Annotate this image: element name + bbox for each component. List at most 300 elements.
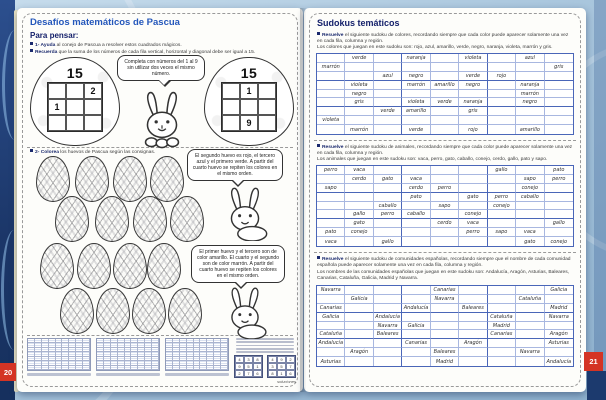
- grid-cell: azul: [516, 54, 544, 63]
- grid-cell: [345, 63, 373, 72]
- easter-egg: [95, 196, 129, 242]
- grid-cell: [402, 228, 430, 237]
- easter-egg: [60, 288, 94, 334]
- solution-grid: [27, 338, 91, 371]
- puzzle-list-animales: Los animales que juegan en este sudoku son: vaca, perro, gato, caballo, conejo, cerdo, gallo, pato y sapo.: [317, 157, 548, 162]
- grid-cell: [431, 210, 459, 219]
- grid-cell: [459, 357, 487, 366]
- magic-square-egg-right: [204, 57, 294, 146]
- grid-cell: [66, 99, 84, 115]
- grid-cell: [431, 322, 459, 331]
- grid-cell: [516, 357, 544, 366]
- grid-cell: [516, 219, 544, 228]
- right-page: [304, 8, 586, 392]
- solution-grid-cell: [187, 366, 194, 370]
- grid-cell: [258, 115, 276, 131]
- grid-cell: [345, 72, 373, 81]
- sudoku-animales: [316, 165, 574, 247]
- grid-cell: 1: [48, 99, 66, 115]
- left-page: [17, 8, 303, 392]
- grid-cell: [402, 237, 430, 246]
- grid-cell: cerdo: [345, 175, 373, 184]
- grid-cell: [374, 90, 402, 99]
- solutions-strip: [27, 338, 296, 385]
- easter-bunny-illustration: [131, 89, 193, 149]
- grid-cell: cerdo: [402, 184, 430, 193]
- grid-cell: Galicia: [317, 313, 345, 322]
- grid-cell: caballo: [516, 193, 544, 202]
- grid-cell: [48, 83, 66, 99]
- grid-cell: [431, 116, 459, 125]
- grid-cell: perro: [545, 175, 573, 184]
- grid-cell: 7: [286, 363, 295, 370]
- grid-cell: negro: [402, 72, 430, 81]
- grid-cell: Cataluña: [317, 330, 345, 339]
- grid-cell: amarillo: [431, 81, 459, 90]
- grid-cell: violeta: [317, 116, 345, 125]
- grid-cell: [516, 322, 544, 331]
- grid-cell: [345, 193, 373, 202]
- grid-cell: marrón: [402, 81, 430, 90]
- grid-cell: violeta: [345, 81, 373, 90]
- grid-cell: sapo: [317, 184, 345, 193]
- grid-cell: Navarra: [317, 286, 345, 295]
- grid-cell: naranja: [459, 98, 487, 107]
- grid-cell: [431, 72, 459, 81]
- grid-cell: [516, 202, 544, 211]
- grid-cell: [545, 125, 573, 134]
- grid-cell: 8: [268, 370, 277, 377]
- solution-grid-cell: [173, 366, 180, 370]
- solution-grid-cell: [152, 366, 159, 370]
- grid-cell: [317, 90, 345, 99]
- background-shade: [594, 0, 606, 400]
- grid-cell: [459, 313, 487, 322]
- solution-text-line: [236, 351, 294, 353]
- grid-cell: naranja: [402, 54, 430, 63]
- grid-cell: negro: [345, 90, 373, 99]
- grid-cell: [84, 99, 102, 115]
- magic-square-egg-left: [30, 57, 120, 146]
- grid-cell: [345, 357, 373, 366]
- grid-cell: 3: [268, 363, 277, 370]
- grid-cell: [459, 202, 487, 211]
- grid-cell: [459, 237, 487, 246]
- grid-cell: Navarra: [431, 295, 459, 304]
- grid-cell: [402, 330, 430, 339]
- grid-cell: [345, 313, 373, 322]
- bullet-icon: [30, 149, 33, 152]
- grid-cell: 2: [235, 370, 244, 377]
- grid-cell: [317, 107, 345, 116]
- grid-cell: [402, 357, 430, 366]
- grid-cell: Andalucía: [546, 358, 572, 365]
- grid-cell: gris: [459, 107, 487, 116]
- grid-cell: [345, 286, 373, 295]
- bullet-icon: [30, 49, 33, 52]
- grid-cell: [459, 63, 487, 72]
- grid-cell: 1: [253, 363, 262, 370]
- grid-cell: 9: [235, 363, 244, 370]
- solution-grid-cell: [194, 366, 201, 370]
- grid-cell: [488, 357, 516, 366]
- grid-cell: [488, 54, 516, 63]
- grid-cell: Canarias: [402, 339, 430, 348]
- page-title: Sudokus temáticos: [317, 18, 400, 28]
- grid-cell: [84, 115, 102, 131]
- grid-cell: 6: [286, 370, 295, 377]
- grid-cell: [66, 83, 84, 99]
- bullet-icon: [317, 32, 320, 35]
- grid-cell: [488, 339, 516, 348]
- grid-cell: [545, 116, 573, 125]
- grid-cell: [374, 348, 402, 357]
- grid-cell: pato: [545, 166, 573, 175]
- grid-cell: perro: [374, 210, 402, 219]
- easter-egg: [55, 196, 89, 242]
- grid-cell: [402, 63, 430, 72]
- grid-cell: [488, 304, 516, 313]
- grid-cell: Andalucía: [374, 313, 402, 322]
- grid-cell: [459, 286, 487, 295]
- grid-cell: [374, 184, 402, 193]
- grid-cell: [374, 304, 402, 313]
- grid-cell: 4: [268, 356, 277, 363]
- instruction-bullet-1: 1- Ayuda al conejo de Pascua a resolver estos cuadrados mágicos.: [30, 42, 292, 49]
- solution-grid-cell: [49, 366, 56, 370]
- grid-cell: [488, 125, 516, 134]
- magic-sum-label: 15: [240, 65, 258, 81]
- grid-cell: 9: [277, 356, 286, 363]
- solution-grid-cell: [62, 366, 69, 370]
- grid-cell: [374, 63, 402, 72]
- grid-cell: [545, 228, 573, 237]
- solution-grid-block: [96, 338, 160, 376]
- solution-grid-cell: [104, 366, 111, 370]
- grid-cell: Canarias: [317, 304, 345, 313]
- grid-cell: verde: [431, 98, 459, 107]
- grid-cell: [516, 330, 544, 339]
- grid-cell: [374, 116, 402, 125]
- grid-cell: verde: [402, 125, 430, 134]
- grid-cell: [402, 286, 430, 295]
- grid-cell: [459, 348, 487, 357]
- section-divider: [314, 140, 576, 141]
- grid-cell: amarillo: [516, 125, 544, 134]
- easter-egg: [113, 243, 147, 289]
- grid-cell: perro: [459, 228, 487, 237]
- grid-cell: [402, 90, 430, 99]
- grid-cell: [545, 193, 573, 202]
- grid-cell: [488, 90, 516, 99]
- grid-cell: azul: [374, 72, 402, 81]
- easter-egg: [75, 156, 109, 202]
- grid-cell: [516, 72, 544, 81]
- grid-cell: negro: [516, 98, 544, 107]
- grid-cell: gato: [345, 219, 373, 228]
- grid-cell: [459, 116, 487, 125]
- grid-cell: [374, 125, 402, 134]
- grid-cell: [516, 304, 544, 313]
- grid-cell: [545, 295, 573, 304]
- magic-square-grid-right: [221, 82, 277, 132]
- grid-cell: Cataluña: [516, 295, 544, 304]
- grid-cell: [317, 175, 345, 184]
- grid-cell: [488, 237, 516, 246]
- magic-solution-grid: [234, 355, 263, 378]
- grid-cell: pato: [402, 193, 430, 202]
- grid-cell: [374, 286, 402, 295]
- grid-cell: [317, 72, 345, 81]
- grid-cell: Baleares: [459, 304, 487, 313]
- grid-cell: [431, 175, 459, 184]
- solution-text-line: [236, 341, 294, 343]
- grid-cell: [317, 348, 345, 357]
- grid-cell: [488, 210, 516, 219]
- grid-cell: gallo: [345, 210, 373, 219]
- grid-cell: 3: [244, 356, 253, 363]
- grid-cell: [374, 339, 402, 348]
- grid-cell: verde: [459, 72, 487, 81]
- grid-cell: 8: [253, 356, 262, 363]
- grid-cell: conejo: [516, 184, 544, 193]
- grid-cell: [317, 81, 345, 90]
- grid-cell: Canarias: [488, 330, 516, 339]
- speech-bubble: El segundo huevo es rojo, el tercero azul y el primero verde. A partir del cuarto huevo se repiten los colores en el mismo orden.: [187, 149, 283, 181]
- grid-cell: [431, 339, 459, 348]
- grid-cell: [488, 98, 516, 107]
- solution-grid-cell: [42, 366, 49, 370]
- grid-cell: [345, 116, 373, 125]
- grid-cell: [374, 166, 402, 175]
- puzzle-list-colores: Los colores que juegan en este sudoku son: rojo, azul, amarillo, verde, negro, naranja, violeta, marrón y gris.: [317, 45, 553, 50]
- solution-caption: [165, 373, 229, 376]
- grid-cell: [222, 83, 240, 99]
- grid-cell: [459, 184, 487, 193]
- grid-cell: marrón: [345, 125, 373, 134]
- grid-cell: [488, 184, 516, 193]
- grid-cell: [431, 54, 459, 63]
- grid-cell: [516, 313, 544, 322]
- grid-cell: [317, 98, 345, 107]
- puzzle-intro-colores: Resuelve el siguiente sudoku de colores, recordando siempre que cada color puede aparecer solamente una vez en cada fila, columna y región.: [317, 33, 569, 45]
- grid-cell: perro: [431, 184, 459, 193]
- grid-cell: pato: [317, 228, 345, 237]
- solution-grid-cell: [200, 366, 207, 370]
- grid-cell: Galicia: [545, 286, 573, 295]
- grid-cell: Cataluña: [488, 313, 516, 322]
- grid-cell: Aragón: [545, 330, 573, 339]
- grid-cell: Madrid: [545, 304, 573, 313]
- grid-cell: [516, 166, 544, 175]
- grid-cell: [345, 304, 373, 313]
- book-cover-strip: [0, 0, 15, 400]
- solution-grid-cell: [118, 366, 125, 370]
- grid-cell: [317, 125, 345, 134]
- grid-cell: [317, 295, 345, 304]
- grid-cell: vaca: [516, 228, 544, 237]
- solution-grid-cell: [125, 366, 132, 370]
- solution-grid-cell: [145, 366, 152, 370]
- grid-cell: [516, 286, 544, 295]
- grid-cell: [374, 228, 402, 237]
- solution-grid-cell: [97, 366, 104, 370]
- grid-cell: Andalucía: [402, 304, 430, 313]
- section-2-heading: 2- Colorea los huevos de Pascua según las consignas.: [30, 149, 292, 156]
- grid-cell: negro: [459, 81, 487, 90]
- grid-cell: [545, 90, 573, 99]
- grid-cell: caballo: [374, 202, 402, 211]
- grid-cell: [431, 63, 459, 72]
- sudoku-comunidades: [316, 285, 574, 367]
- grid-cell: sapo: [431, 202, 459, 211]
- grid-cell: perro: [317, 166, 345, 175]
- grid-cell: gallo: [488, 166, 516, 175]
- section-heading: Para pensar:: [30, 31, 79, 40]
- grid-cell: gris: [345, 98, 373, 107]
- solution-grid-cell: [207, 366, 214, 370]
- grid-cell: [459, 295, 487, 304]
- grid-cell: Baleares: [374, 330, 402, 339]
- solution-grid-cell: [69, 366, 76, 370]
- easter-bunny-illustration: [216, 185, 274, 241]
- grid-cell: [431, 125, 459, 134]
- solution-grid-cell: [180, 366, 187, 370]
- grid-cell: [516, 107, 544, 116]
- grid-cell: [345, 322, 373, 331]
- grid-cell: gato: [459, 193, 487, 202]
- grid-cell: [317, 219, 345, 228]
- grid-cell: [345, 330, 373, 339]
- grid-cell: [545, 81, 573, 90]
- grid-cell: 2: [84, 83, 102, 99]
- grid-cell: [488, 219, 516, 228]
- easter-egg: [40, 243, 74, 289]
- grid-cell: [459, 90, 487, 99]
- grid-cell: violeta: [459, 54, 487, 63]
- grid-cell: [345, 107, 373, 116]
- grid-cell: sapo: [516, 175, 544, 184]
- solution-text-line: [236, 348, 294, 350]
- easter-egg: [132, 288, 166, 334]
- solution-grid-cell: [28, 366, 35, 370]
- solution-grid-cell: [83, 366, 90, 370]
- grid-cell: [374, 54, 402, 63]
- grid-cell: vaca: [459, 219, 487, 228]
- grid-cell: [488, 81, 516, 90]
- grid-cell: Asturias: [545, 339, 573, 348]
- grid-cell: caballo: [402, 210, 430, 219]
- grid-cell: [545, 322, 573, 331]
- grid-cell: [431, 166, 459, 175]
- solution-grid-block: [27, 338, 91, 376]
- grid-cell: [317, 193, 345, 202]
- solution-grid-cell: [35, 366, 42, 370]
- grid-cell: [488, 107, 516, 116]
- grid-cell: [402, 219, 430, 228]
- solutions-label: soluciones: [277, 379, 296, 385]
- solution-caption: [27, 373, 91, 376]
- grid-cell: [222, 99, 240, 115]
- grid-cell: [374, 81, 402, 90]
- solution-grid-cell: [214, 366, 221, 370]
- grid-cell: [431, 90, 459, 99]
- grid-cell: vaca: [345, 166, 373, 175]
- easter-egg: [147, 243, 181, 289]
- grid-cell: [431, 330, 459, 339]
- grid-cell: Galicia: [345, 295, 373, 304]
- grid-cell: Asturias: [317, 357, 345, 366]
- solution-grid-cell: [56, 366, 63, 370]
- grid-cell: [345, 184, 373, 193]
- grid-cell: [459, 166, 487, 175]
- cover-corner-block: [587, 371, 606, 400]
- grid-cell: [545, 72, 573, 81]
- grid-cell: verde: [345, 54, 373, 63]
- grid-cell: Madrid: [488, 322, 516, 331]
- grid-cell: 1: [240, 83, 258, 99]
- grid-cell: [48, 115, 66, 131]
- grid-cell: [545, 54, 573, 63]
- section-divider: [314, 252, 576, 253]
- grid-cell: [459, 322, 487, 331]
- grid-cell: [258, 99, 276, 115]
- grid-cell: [545, 107, 573, 116]
- easter-bunny-illustration: [216, 285, 274, 339]
- grid-cell: [545, 184, 573, 193]
- grid-cell: [66, 115, 84, 131]
- magic-square-grid-left: [47, 82, 103, 132]
- bullet-icon: [317, 256, 320, 259]
- grid-cell: [431, 107, 459, 116]
- grid-cell: 5: [244, 363, 253, 370]
- easter-egg: [77, 243, 111, 289]
- grid-cell: conejo: [345, 228, 373, 237]
- grid-cell: [431, 237, 459, 246]
- grid-cell: [431, 313, 459, 322]
- grid-cell: rojo: [459, 125, 487, 134]
- grid-cell: [431, 228, 459, 237]
- grid-cell: sapo: [488, 228, 516, 237]
- solution-grid-cell: [166, 366, 173, 370]
- grid-cell: [516, 210, 544, 219]
- speech-bubble: El primer huevo y el tercero son de color amarillo. El cuarto y el segundo son de color marrón. A partir del cuarto huevo se repiten los colores en el mismo orden.: [191, 245, 285, 283]
- solution-grid-cell: [221, 366, 228, 370]
- grid-cell: naranja: [516, 81, 544, 90]
- grid-cell: 4: [235, 356, 244, 363]
- magic-solution-grid: [267, 355, 296, 378]
- grid-cell: [402, 313, 430, 322]
- grid-cell: [431, 193, 459, 202]
- solution-grid: [165, 338, 229, 371]
- grid-cell: [374, 193, 402, 202]
- grid-cell: [545, 210, 573, 219]
- solution-grid-cell: [138, 366, 145, 370]
- solution-text-line: [236, 345, 294, 347]
- grid-cell: [374, 357, 402, 366]
- grid-cell: [240, 99, 258, 115]
- grid-cell: gallo: [545, 219, 573, 228]
- puzzle-intro-comunidades: Resuelve el siguiente sudoku de comunidades españolas, recordando siempre que el nombre de cada comunidad española puede aparecer solamente una vez en cada fila, columna y región.: [317, 257, 571, 269]
- grid-cell: verde: [374, 107, 402, 116]
- page-title: Desafíos matemáticos de Pascua: [30, 17, 180, 28]
- grid-cell: 5: [277, 363, 286, 370]
- grid-cell: Navarra: [374, 322, 402, 331]
- easter-egg: [150, 156, 184, 202]
- grid-cell: [374, 295, 402, 304]
- grid-cell: Navarra: [516, 348, 544, 357]
- grid-cell: Navarra: [545, 313, 573, 322]
